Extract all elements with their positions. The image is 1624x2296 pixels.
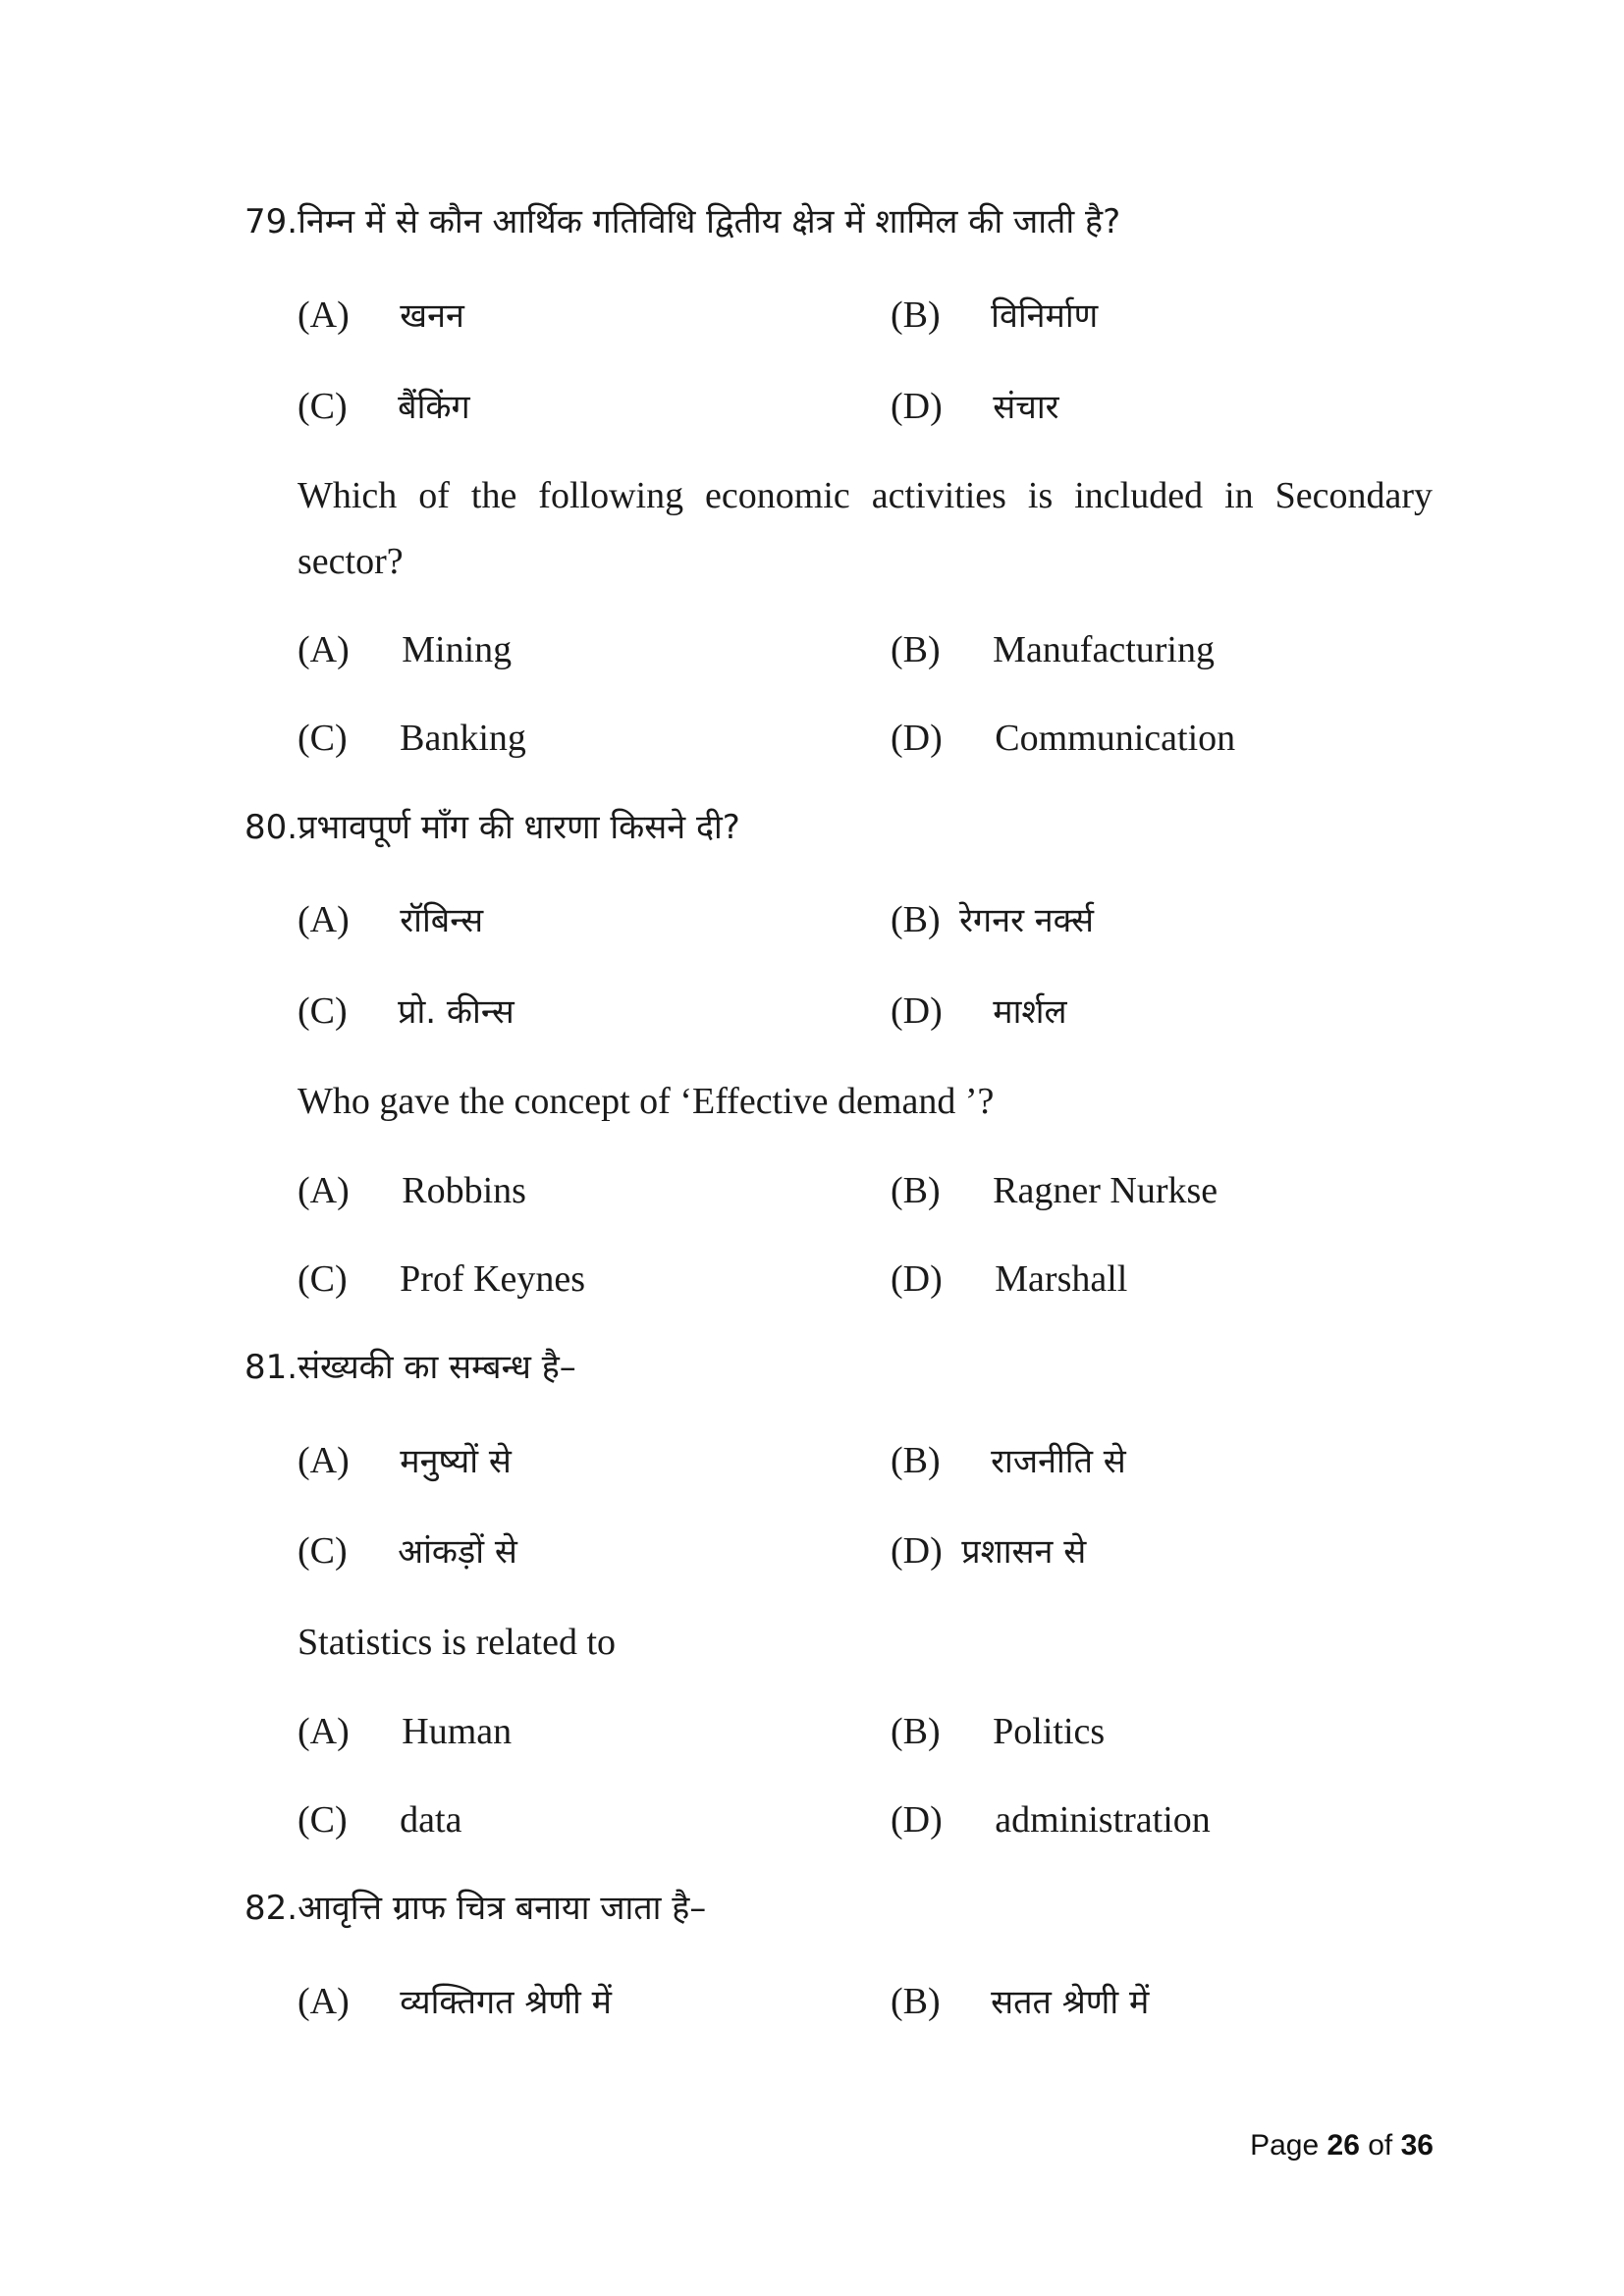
q80-hindi-option-c bbox=[298, 988, 514, 1036]
option-text: Manufacturing bbox=[993, 629, 1215, 670]
option-text: सतत श्रेणी में bbox=[991, 1983, 1150, 2022]
q81-hindi-option-a bbox=[298, 1437, 512, 1485]
q81-english-option-c bbox=[298, 1796, 461, 1843]
q80-english-option-c bbox=[298, 1255, 585, 1303]
option-label: (B) bbox=[891, 899, 941, 940]
page-prefix: Page bbox=[1250, 2129, 1320, 2162]
option-text: आंकड़ों से bbox=[398, 1532, 517, 1572]
option-label: (C) bbox=[298, 718, 348, 759]
option-label: (C) bbox=[298, 990, 348, 1032]
q82-hindi-option-a bbox=[298, 1978, 612, 2026]
question-81-english: Statistics is related to bbox=[298, 1622, 617, 1663]
option-text: रेगनर नर्क्स bbox=[959, 901, 1094, 940]
q79-english-option-a bbox=[298, 626, 512, 673]
option-label: (C) bbox=[298, 1530, 348, 1572]
option-text: administration bbox=[995, 1799, 1211, 1841]
option-label: (A) bbox=[298, 1170, 350, 1211]
q81-hindi-option-d bbox=[891, 1527, 1086, 1575]
option-text: Prof Keynes bbox=[400, 1258, 586, 1300]
option-text: प्रशासन से bbox=[961, 1532, 1087, 1572]
q80-english-option-b bbox=[891, 1167, 1218, 1214]
q80-hindi-option-b bbox=[891, 896, 1094, 944]
q81-english-option-b bbox=[891, 1708, 1105, 1755]
option-text: मनुष्यों से bbox=[400, 1442, 512, 1481]
q79-hindi-option-b bbox=[891, 292, 1098, 340]
option-label: (C) bbox=[298, 1799, 348, 1841]
q79-english-option-b bbox=[891, 626, 1215, 673]
option-text: Banking bbox=[400, 718, 526, 759]
option-label: (B) bbox=[891, 1440, 941, 1481]
q82-hindi-option-b bbox=[891, 1978, 1149, 2026]
option-text: Politics bbox=[993, 1711, 1106, 1752]
option-label: (D) bbox=[891, 1258, 943, 1300]
option-text: data bbox=[400, 1799, 462, 1841]
question-79-hindi: 79.निम्न में से कौन आर्थिक गतिविधि द्वितीय क्षेत्र में शामिल की जाती है? bbox=[244, 202, 1121, 241]
option-text: संचार bbox=[993, 388, 1059, 427]
option-label: (B) bbox=[891, 1981, 941, 2022]
option-text: प्रो. कीन्स bbox=[398, 992, 514, 1032]
option-text: मार्शल bbox=[993, 992, 1067, 1032]
option-text: व्यक्तिगत श्रेणी में bbox=[400, 1983, 612, 2022]
option-label: (D) bbox=[891, 718, 943, 759]
q81-english-option-a bbox=[298, 1708, 512, 1755]
option-label: (A) bbox=[298, 629, 350, 670]
question-81-hindi: 81.संख्यकी का सम्बन्ध है– bbox=[244, 1348, 576, 1387]
q80-hindi-option-d bbox=[891, 988, 1067, 1036]
q79-hindi-option-a bbox=[298, 292, 464, 340]
option-label: (B) bbox=[891, 629, 941, 670]
q81-english-option-d bbox=[891, 1796, 1211, 1843]
option-text: खनन bbox=[400, 296, 464, 336]
option-text: विनिर्माण bbox=[991, 296, 1099, 336]
q80-english-option-d bbox=[891, 1255, 1127, 1303]
option-label: (D) bbox=[891, 1530, 943, 1572]
option-text: रॉबिन्स bbox=[400, 901, 484, 940]
page-total: 36 bbox=[1400, 2129, 1434, 2162]
option-text: Human bbox=[402, 1711, 513, 1752]
option-text: Marshall bbox=[995, 1258, 1128, 1300]
option-label: (B) bbox=[891, 294, 941, 336]
option-text: बैंकिंग bbox=[398, 388, 470, 427]
q79-english-option-c bbox=[298, 715, 526, 762]
q81-hindi-option-c bbox=[298, 1527, 517, 1575]
q80-hindi-option-a bbox=[298, 896, 483, 944]
page-of: of bbox=[1368, 2129, 1393, 2162]
question-82-hindi: 82.आवृत्ति ग्राफ चित्र बनाया जाता है– bbox=[244, 1889, 707, 1928]
question-80-english: Who gave the concept of ‘Effective demand ’? bbox=[298, 1081, 995, 1122]
option-label: (B) bbox=[891, 1711, 941, 1752]
option-text: Communication bbox=[995, 718, 1236, 759]
option-label: (D) bbox=[891, 386, 943, 427]
q81-hindi-option-b bbox=[891, 1437, 1126, 1485]
option-label: (B) bbox=[891, 1170, 941, 1211]
question-80-hindi: 80.प्रभावपूर्ण माँग की धारणा किसने दी? bbox=[244, 808, 740, 847]
option-text: Mining bbox=[402, 629, 513, 670]
option-label: (A) bbox=[298, 899, 350, 940]
q80-english-option-a bbox=[298, 1167, 526, 1214]
option-text: राजनीति से bbox=[991, 1442, 1126, 1481]
option-label: (C) bbox=[298, 386, 348, 427]
question-79-english: Which of the following economic activities is included in Secondary sector? bbox=[298, 475, 1433, 582]
option-label: (D) bbox=[891, 1799, 943, 1841]
option-text: Ragner Nurkse bbox=[993, 1170, 1218, 1211]
option-label: (A) bbox=[298, 1711, 350, 1752]
option-label: (A) bbox=[298, 1440, 350, 1481]
option-label: (D) bbox=[891, 990, 943, 1032]
option-label: (A) bbox=[298, 294, 350, 336]
page-number-footer bbox=[1250, 2126, 1434, 2165]
q79-hindi-option-c bbox=[298, 383, 470, 431]
page-current: 26 bbox=[1326, 2129, 1360, 2162]
q79-hindi-option-d bbox=[891, 383, 1059, 431]
option-text: Robbins bbox=[402, 1170, 526, 1211]
q79-english-option-d bbox=[891, 715, 1235, 762]
option-label: (A) bbox=[298, 1981, 350, 2022]
option-label: (C) bbox=[298, 1258, 348, 1300]
